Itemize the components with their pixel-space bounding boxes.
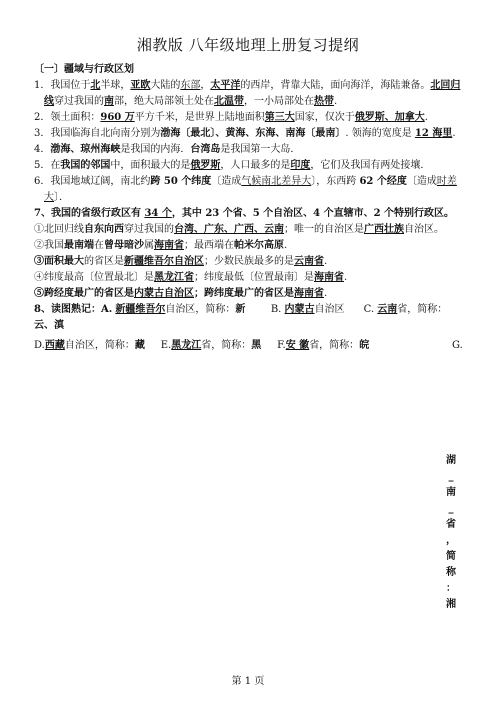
item-1: 1．我国位于北半球，亚欧大陆的东部，太平洋的西岸，背靠大陆，面向海洋，海陆兼备。北回归线穿过我国的南部，绝大局部领土处在北温带，一小局部处在热带. bbox=[34, 80, 461, 107]
circled-5: ⑤跨经度最广的省区是内蒙古自治区；跨纬度最广的省区是海南省. bbox=[34, 288, 328, 299]
item-5: 5．在我国的邻国中，面积最大的是俄罗斯，人口最多的是印度，它们及我国有两处接壤． bbox=[34, 160, 431, 171]
circled-3: ③面积最大的省区是新疆维吾尔自治区；少数民族最多的是云南省. bbox=[34, 256, 328, 267]
item-3: 3．我国临海自北向南分别为渤海〔最北〕、黄海、东海、南海〔最南〕. 领海的宽度是 12 海里. bbox=[34, 128, 456, 139]
item-4: 4．渤海、琼州海峡是我国的内海．台湾岛是我国第一大岛． bbox=[34, 144, 301, 155]
page-title: 湘教版 八年级地理上册复习提纲 bbox=[136, 36, 360, 54]
item-8-g-label: G. bbox=[452, 340, 463, 351]
item-2: 2．领土面积：960 万平方千米，是世界上陆地面积第三大国家，仅次于俄罗斯、加拿大. bbox=[34, 112, 428, 123]
page-number: 第 1 页 bbox=[231, 676, 265, 687]
circled-4: ④纬度最高〔位置最北〕是黑龙江省；纬度最低〔位置最南〕是海南省. bbox=[34, 272, 348, 283]
circled-1: ①北回归线自东向西穿过我国的台湾、广东、广西、云南；唯一的自治区是广西壮族自治区。 bbox=[34, 224, 444, 235]
item-8-row1: 8、读图熟记：A. 新疆维吾尔自治区，简称：新 B. 内蒙古自治区 C. 云南省，简称：云、滇 bbox=[34, 304, 448, 331]
item-7: 7、我国的省级行政区有 34 个，其中 23 个省、5 个自治区、4 个直辖市、2 个特别行政区。 bbox=[34, 208, 455, 219]
item-6: 6．我国地域辽阔，南北约跨 50 个纬度〔造成气候南北差异大〕，东西跨 62 个经度〔造成时差大〕． bbox=[34, 176, 457, 203]
circled-2: ②我国最南端在曾母暗沙属海南省；最西端在帕米尔高原. bbox=[34, 240, 288, 251]
item-8-row2: D.西藏自治区，简称：藏 E.黑龙江省，简称：黑 F.安 徽省，简称：皖 G. bbox=[34, 338, 464, 354]
section-heading: 〔一〕疆域与行政区划 bbox=[34, 64, 134, 75]
item-8-g-vertical-text: 湖 _ 南 _ 省 ， 简 称 ： 湘 bbox=[446, 455, 456, 610]
document-body bbox=[34, 62, 464, 354]
